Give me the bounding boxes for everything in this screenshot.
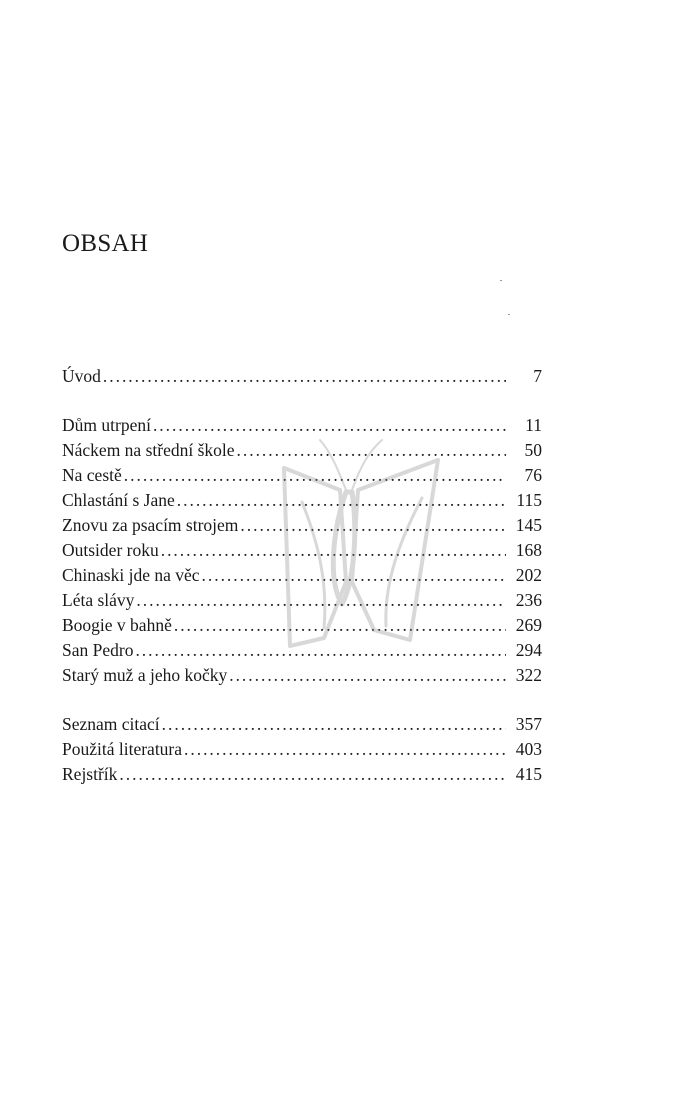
toc-dot-leader: [153, 413, 506, 438]
toc-dot-leader: [237, 438, 506, 463]
toc-chapters-list: [62, 413, 542, 688]
toc-entry-page: 294: [515, 640, 542, 660]
toc-entry-title: Léta slávy: [62, 590, 135, 610]
toc-entry[interactable]: [62, 438, 542, 463]
toc-entry-page: 236: [515, 590, 542, 610]
toc-dot-leader: [240, 513, 506, 538]
toc-entry-title: Dům utrpení: [62, 415, 151, 435]
toc-entry-page: 415: [515, 764, 542, 784]
toc-entry-page: 322: [515, 665, 542, 685]
toc-entry-page: 115: [516, 490, 542, 510]
toc-dot-leader: [177, 488, 506, 513]
toc-entry-page: 202: [515, 565, 542, 585]
toc-entry[interactable]: [62, 463, 542, 488]
toc-dot-leader: [202, 563, 506, 588]
toc-entry[interactable]: [62, 737, 542, 762]
toc-entry-title: Znovu za psacím strojem: [62, 515, 239, 535]
toc-entry-page: 7: [533, 366, 542, 386]
toc-dot-leader: [184, 737, 506, 762]
toc-entry-page: 403: [515, 739, 542, 759]
toc-entry[interactable]: [62, 488, 542, 513]
toc-entry-page: 50: [524, 440, 542, 460]
toc-entry-title: Rejstřík: [62, 764, 118, 784]
toc-entry[interactable]: [62, 663, 542, 688]
toc-entry[interactable]: [62, 762, 542, 787]
scan-speck: [500, 280, 502, 281]
toc-entry-title: Boogie v bahně: [62, 615, 172, 635]
toc-entry[interactable]: [62, 712, 542, 737]
toc-entry-title: Náckem na střední škole: [62, 440, 235, 460]
toc-entry-title: Použitá literatura: [62, 739, 183, 759]
toc-entry[interactable]: [62, 638, 542, 663]
toc-entry-page: 76: [524, 465, 542, 485]
scan-speck: [508, 314, 510, 315]
toc-entry[interactable]: [62, 413, 542, 438]
page-title: OBSAH: [62, 230, 149, 257]
toc-entry-page: 269: [515, 615, 542, 635]
toc-entry-title: Úvod: [62, 366, 101, 386]
toc-entry[interactable]: [62, 588, 542, 613]
toc-entry[interactable]: [62, 613, 542, 638]
toc-entry[interactable]: [62, 538, 542, 563]
toc-intro-list: [62, 364, 542, 389]
toc-entry[interactable]: [62, 513, 542, 538]
toc-appendix-list: [62, 712, 542, 787]
toc-entry-page: 357: [515, 714, 542, 734]
toc-dot-leader: [124, 463, 506, 488]
toc-dot-leader: [135, 638, 506, 663]
toc-entry[interactable]: [62, 563, 542, 588]
toc-dot-leader: [119, 762, 506, 787]
toc-entry-title: Chinaski jde na věc: [62, 565, 200, 585]
toc-entry-page: 11: [525, 415, 542, 435]
toc-entry-title: Chlastání s Jane: [62, 490, 175, 510]
toc-dot-leader: [229, 663, 506, 688]
toc-dot-leader: [103, 364, 506, 389]
toc-dot-leader: [174, 613, 506, 638]
toc-dot-leader: [161, 538, 506, 563]
toc-entry-title: Na cestě: [62, 465, 122, 485]
toc-entry-page: 168: [515, 540, 542, 560]
toc-entry-title: Starý muž a jeho kočky: [62, 665, 228, 685]
toc-dot-leader: [136, 588, 506, 613]
toc-entry-title: San Pedro: [62, 640, 134, 660]
toc-entry-title: Seznam citací: [62, 714, 160, 734]
toc-entry-title: Outsider roku: [62, 540, 159, 560]
toc-entry[interactable]: [62, 364, 542, 389]
toc-dot-leader: [162, 712, 506, 737]
toc-entry-page: 145: [515, 515, 542, 535]
